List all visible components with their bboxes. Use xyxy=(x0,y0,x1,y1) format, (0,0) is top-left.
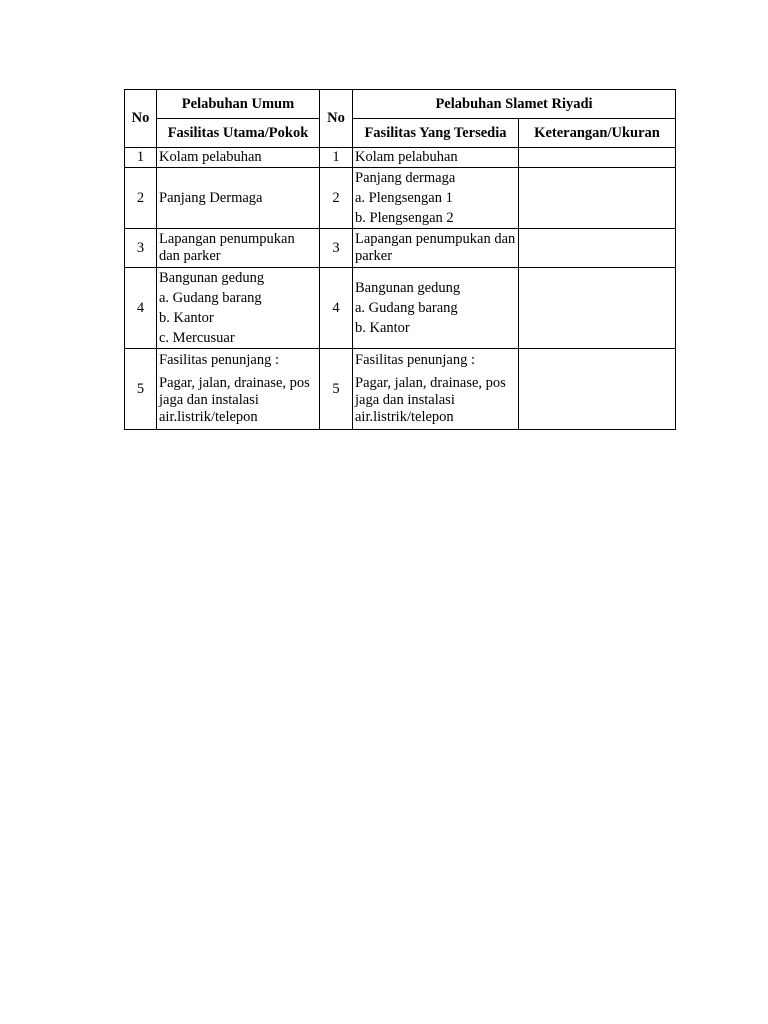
row-number-left: 5 xyxy=(125,349,157,430)
table-row xyxy=(125,229,676,268)
cell-line: Kolam pelabuhan xyxy=(355,149,458,165)
row-number-right: 1 xyxy=(320,148,353,168)
header-sub-left: Fasilitas Utama/Pokok xyxy=(157,119,320,148)
facility-cell-right xyxy=(353,148,519,168)
cell-line: Pagar, jalan, drainase, pos jaga dan instalasi air.listrik/telepon xyxy=(159,375,310,425)
cell-line: c. Mercusuar xyxy=(159,329,235,346)
facility-cell-left xyxy=(157,349,320,430)
remarks-cell xyxy=(519,268,676,349)
remarks-cell xyxy=(519,148,676,168)
table-row xyxy=(125,148,676,168)
header-sub-right-remarks: Keterangan/Ukuran xyxy=(519,119,676,148)
cell-line: Panjang Dermaga xyxy=(159,189,263,206)
facility-cell-right xyxy=(353,168,519,229)
facility-cell-left xyxy=(157,268,320,349)
cell-line: b. Kantor xyxy=(355,319,410,336)
cell-line: b. Plengsengan 2 xyxy=(355,209,454,226)
table-row xyxy=(125,168,676,229)
row-number-left: 1 xyxy=(125,148,157,168)
cell-line: Kolam pelabuhan xyxy=(159,149,262,165)
row-number-right: 4 xyxy=(320,268,353,349)
facility-comparison-table xyxy=(124,89,676,430)
cell-line: a. Plengsengan 1 xyxy=(355,189,453,206)
table-row xyxy=(125,349,676,430)
cell-line: Bangunan gedung xyxy=(355,279,461,296)
facility-cell-left xyxy=(157,229,320,268)
cell-line: Fasilitas penunjang : xyxy=(159,352,280,368)
facility-cell-right xyxy=(353,349,519,430)
row-number-right: 3 xyxy=(320,229,353,268)
remarks-cell xyxy=(519,229,676,268)
remarks-cell xyxy=(519,168,676,229)
header-sub-right-facilities: Fasilitas Yang Tersedia xyxy=(353,119,519,148)
cell-line: b. Kantor xyxy=(159,309,214,326)
cell-line: Fasilitas penunjang : xyxy=(355,352,476,368)
cell-line: a. Gudang barang xyxy=(159,289,262,306)
table-subheader-row xyxy=(125,119,676,148)
cell-line: Pagar, jalan, drainase, pos jaga dan instalasi air.listrik/telepon xyxy=(355,375,506,425)
cell-line: a. Gudang barang xyxy=(355,299,458,316)
cell-line: Bangunan gedung xyxy=(159,269,265,286)
header-group-right: Pelabuhan Slamet Riyadi xyxy=(353,90,676,119)
header-no-right: No xyxy=(320,90,353,148)
header-group-left: Pelabuhan Umum xyxy=(157,90,320,119)
cell-line: Panjang dermaga xyxy=(355,169,456,186)
facility-cell-left xyxy=(157,168,320,229)
row-number-right: 5 xyxy=(320,349,353,430)
header-no-left: No xyxy=(125,90,157,148)
row-number-left: 4 xyxy=(125,268,157,349)
table-row xyxy=(125,268,676,349)
remarks-cell xyxy=(519,349,676,430)
facility-cell-left xyxy=(157,148,320,168)
row-number-right: 2 xyxy=(320,168,353,229)
table-header-row xyxy=(125,90,676,119)
cell-line: Lapangan penumpukan dan parker xyxy=(159,231,295,264)
cell-line: Lapangan penumpukan dan parker xyxy=(355,231,516,264)
row-number-left: 3 xyxy=(125,229,157,268)
facility-cell-right xyxy=(353,268,519,349)
row-number-left: 2 xyxy=(125,168,157,229)
facility-cell-right xyxy=(353,229,519,268)
